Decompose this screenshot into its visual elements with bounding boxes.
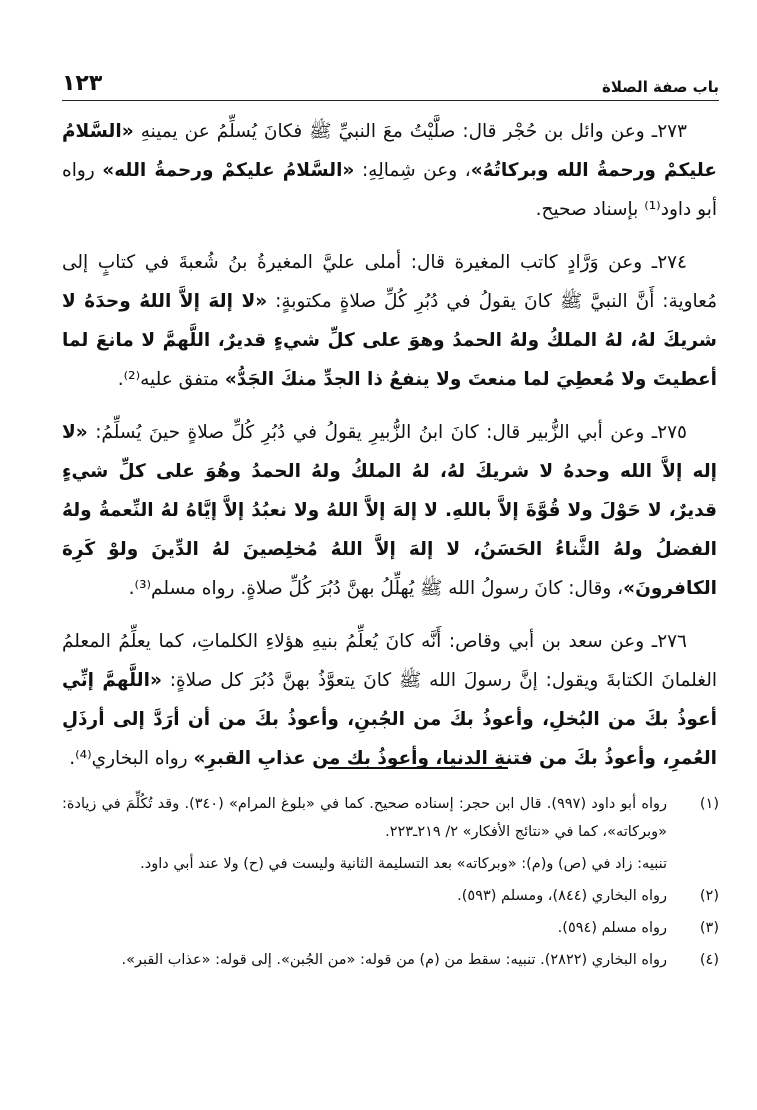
- hadith-text: وعن وائل بن حُجْر قال: صلَّيْتُ معَ النبيِّ ﷺ فكانَ يُسلِّمُ عن يمينهِ: [140, 121, 645, 142]
- footnote-text: رواه مسلم (٥٩٤).: [557, 920, 667, 936]
- footnote-note: [62, 850, 719, 878]
- main-text: [62, 112, 717, 792]
- hadith-text: وعن وَرَّادٍ كاتب المغيرة قال: أملى عليَّ المغيرةُ بنُ شُعبةَ في كتابٍ إلى مُعاوية: أَنَّ النبيَّ ﷺ كانَ يقولُ في دُبُرِ كُلِّ صلاةٍ مكتوبةٍ:: [62, 252, 717, 312]
- hadith-quote: «لا إله إلاَّ الله وحدهُ لا شريكَ لهُ، لهُ الملكُ ولهُ الحمدُ وهُوَ على كلِّ شيءٍ قديرٌ، لا حَوْلَ ولا قُوَّةَ إلاَّ باللهِ. لا إلهَ إلاَّ اللهُ ولا نعبُدُ إلاَّ إيَّاهُ لهُ النِّعمةُ ولهُ الفضلُ ولهُ الثَّناءُ الحَسَنُ، لا إلهَ إلاَّ اللهُ مُخلِصينَ لهُ الدِّينَ ولوْ كَرِهَ الكافرونَ»: [62, 422, 717, 599]
- hadith-quote: «لا إلهَ إلاَّ اللهُ وحدَهُ لا شريكَ لهُ، لهُ الملكُ ولهُ الحمدُ وهوَ على كلِّ شيءٍ قديرٌ، اللَّهمَّ لا مانعَ لما أعطيتَ ولا مُعطِيَ لما منعتَ ولا ينفعُ ذا الجدِّ منكَ الجَدُّ»: [62, 291, 717, 390]
- page-number: ١٢٣: [62, 71, 103, 96]
- hadith-276: [62, 622, 717, 778]
- footnote-label: (٤): [699, 952, 719, 968]
- footnote-divider: [328, 767, 508, 769]
- hadith-274: [62, 243, 717, 399]
- hadith-source: رواه أبو داود⁽¹⁾ بإسناد صحيح.: [62, 160, 717, 220]
- footnote-1: [62, 790, 719, 846]
- footnote-2: [62, 882, 719, 910]
- hadith-source: ، وقال: كانَ رسولُ الله ﷺ يُهلِّلُ بهنَّ دُبُرَ كُلِّ صلاةٍ. رواه مسلم⁽³⁾.: [128, 578, 624, 599]
- hadith-text: وعن أبي الزُّبير قال: كانَ ابنُ الزُّبيرِ يقولُ في دُبُرِ كُلِّ صلاةٍ حينَ يُسلِّمُ:: [95, 422, 645, 443]
- hadith-number: ٢٧٦ـ: [651, 631, 687, 652]
- footnote-4: [62, 946, 719, 974]
- footnote-3: [62, 914, 719, 942]
- hadith-number: ٢٧٤ـ: [651, 252, 687, 273]
- hadith-source: متفق عليه⁽²⁾.: [117, 369, 219, 390]
- hadith-quote: «السَّلامُ عليكمْ ورحمةُ الله»: [102, 160, 355, 181]
- hadith-number: ٢٧٥ـ: [651, 422, 687, 443]
- footnote-text: رواه البخاري (٨٤٤)، ومسلم (٥٩٣).: [457, 888, 667, 904]
- footnote-text: رواه البخاري (٢٨٢٢). تنبيه: سقط من (م) من قوله: «من الجُبن». إلى قوله: «عذاب القبر».: [121, 952, 667, 968]
- hadith-text: ، وعن شِمالِهِ:: [361, 160, 471, 181]
- hadith-number: ٢٧٣ـ: [651, 121, 687, 142]
- footnote-label: (١): [699, 796, 719, 812]
- hadith-275: [62, 413, 717, 608]
- footnote-label: (٣): [699, 920, 719, 936]
- hadith-text: وعن سعد بن أبي وقاص: أَنَّه كانَ يُعلِّمُ بنيهِ هؤلاءِ الكلماتِ، كما يعلِّمُ المعلمُ الغلمانَ الكتابةَ ويقول: إنَّ رسولَ الله ﷺ كانَ يتعوَّذُ بهنَّ دُبُرَ كل صلاةٍ:: [62, 631, 717, 691]
- footnote-text: رواه أبو داود (٩٩٧). قال ابن حجر: إسناده صحيح. كما في «بلوغ المرام» (٣٤٠). وقد تُكُلِّمَ في زيادة: «وبركاته»، كما في «نتائج الأفكار» ٢/ ٢١٩ـ٢٢٣.: [62, 796, 667, 840]
- footnotes: [62, 790, 719, 978]
- footnote-label: (٢): [699, 888, 719, 904]
- hadith-273: [62, 112, 717, 229]
- hadith-quote: «اللَّهمَّ إنِّي أعوذُ بكَ من البُخلِ، وأعوذُ بكَ من الجُبنِ، وأعوذُ بكَ من أن أرَدَّ إلى أرذَلِ العُمرِ، وأعوذُ بكَ من فتنةِ الدنيا، وأعوذُ بك من عذابِ القبرِ»: [62, 670, 717, 769]
- hadith-source: رواه البخاري⁽⁴⁾.: [69, 748, 188, 769]
- hadith-quote: «السَّلامُ عليكمْ ورحمةُ الله وبركاتُهُ»: [62, 121, 717, 181]
- footnote-text: تنبيه: زاد في (ص) و(م): «وبركاته» بعد التسليمة الثانية وليست في (ح) ولا عند أبي داود.: [140, 856, 667, 872]
- chapter-title: باب صفة الصلاة: [602, 78, 719, 96]
- page-header: [62, 60, 719, 101]
